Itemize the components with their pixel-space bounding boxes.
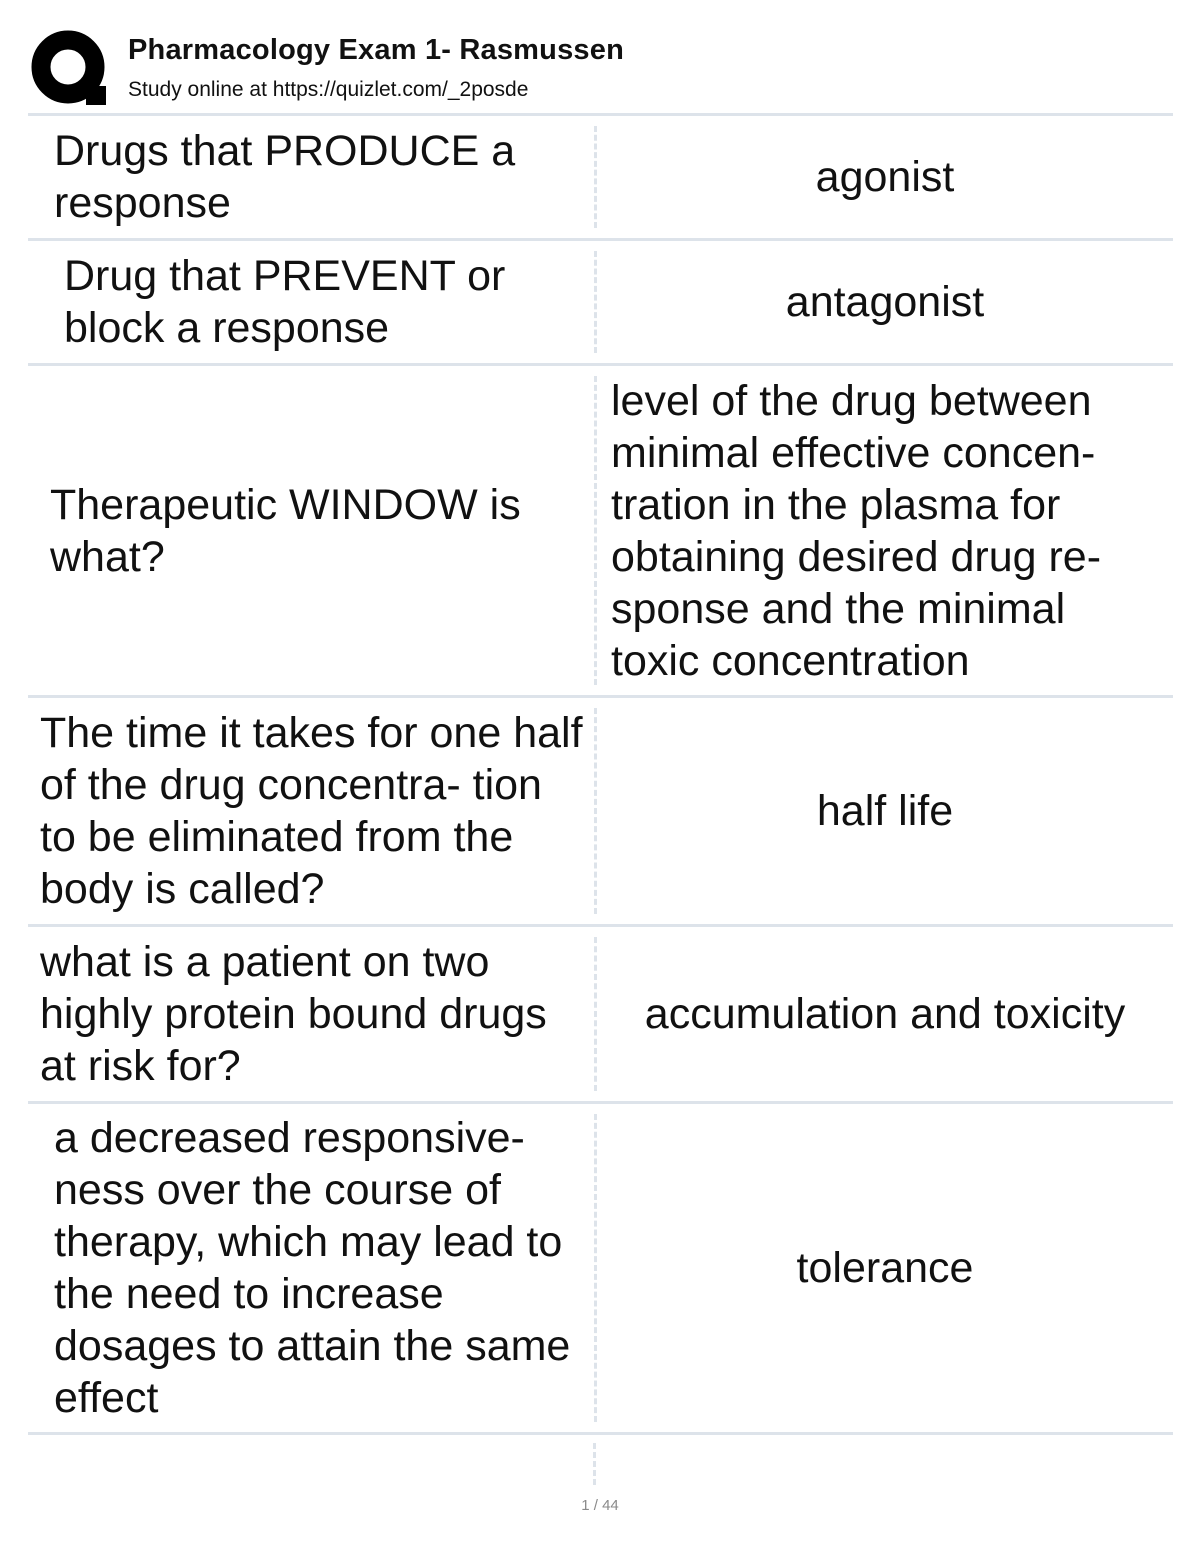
flashcard-row [28,1101,1173,1435]
card-definition: agonist [815,153,955,201]
page-number: 1 / 44 [581,1497,619,1514]
flashcard-row [28,695,1173,924]
card-definition: antagonist [785,278,985,326]
column-divider [593,1443,596,1485]
flashcard-row [28,924,1173,1101]
flashcard-table [28,113,1173,1435]
card-term: a decreased responsive- ness over the course of therapy, which may lead to the need to increase dosages to attain the same effect [54,1114,571,1422]
card-term: what is a patient on two highly protein bound drugs at risk for? [40,938,547,1090]
quizlet-q-logo-icon [30,30,108,108]
flashcard-row [28,113,1173,238]
card-term: Therapeutic WINDOW is what? [50,480,521,581]
document-title: Pharmacology Exam 1- Rasmussen [128,34,624,66]
card-term: Drug that PREVENT or block a response [64,252,506,352]
document-subtitle: Study online at https://quizlet.com/_2posde [128,78,529,101]
flashcard-row [28,238,1173,363]
card-definition: accumulation and toxicity [644,990,1126,1038]
card-definition: tolerance [796,1244,974,1292]
card-term: The time it takes for one half of the drug concentra- tion to be eliminated from the body is called? [40,709,583,913]
card-definition: half life [816,787,954,835]
card-term: Drugs that PRODUCE a response [54,127,516,227]
card-definition: level of the drug between minimal effective concen- tration in the plasma for obtaining desired drug re- sponse and the minimal toxic concentration [611,376,1102,685]
document-header [30,30,1172,110]
flashcard-row [28,363,1173,695]
